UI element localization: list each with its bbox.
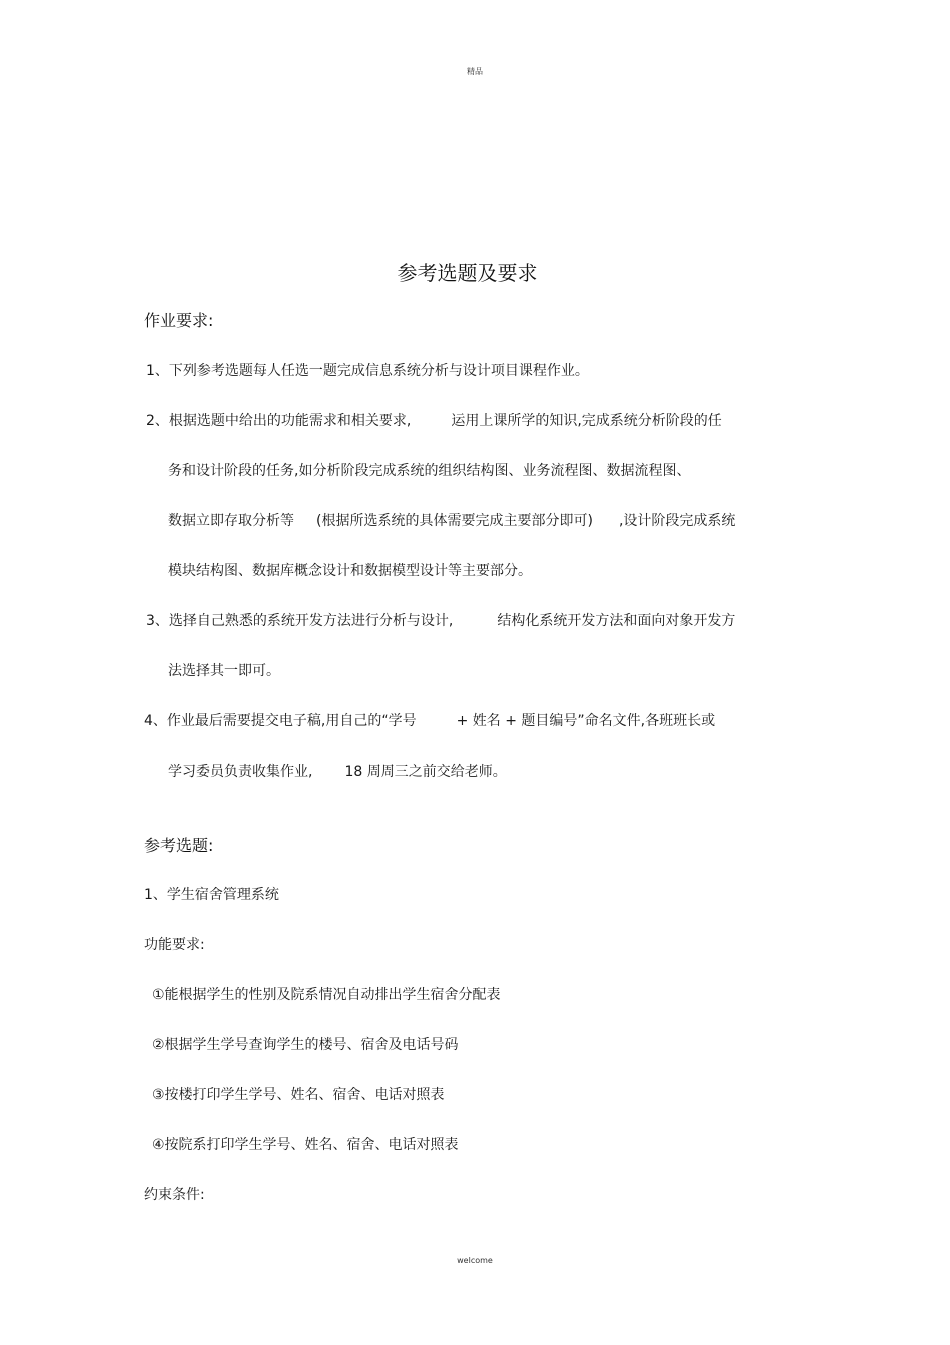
function-requirements-label: 功能要求: <box>144 937 205 953</box>
constraints-label: 约束条件: <box>144 1187 205 1203</box>
function-item-2: ②根据学生学号查询学生的楼号、宿舍及电话号码 <box>152 1037 459 1053</box>
requirement-item-4-line-1 <box>144 710 715 730</box>
requirement-item-4-line-2 <box>168 761 507 781</box>
requirement-item-2-line-1-part-a: 2、根据选题中给出的功能需求和相关要求, <box>146 413 412 429</box>
function-item-4: ④按院系打印学生学号、姓名、宿舍、电话对照表 <box>152 1137 459 1153</box>
requirement-item-2-line-1 <box>146 410 722 430</box>
requirement-item-2-line-3-part-c: ,设计阶段完成系统 <box>618 513 736 529</box>
topics-heading: 参考选题: <box>144 836 214 855</box>
function-item-1: ①能根据学生的性别及院系情况自动排出学生宿舍分配表 <box>152 987 501 1003</box>
requirement-item-4-line-2-part-a: 学习委员负责收集作业, <box>168 764 313 780</box>
requirement-item-2-line-3-part-b: (根据所选系统的具体需要完成主要部分即可) <box>316 513 593 529</box>
requirement-item-1: 1、下列参考选题每人任选一题完成信息系统分析与设计项目课程作业。 <box>146 363 589 379</box>
requirement-item-4-line-2-part-b: 18 周周三之前交给老师。 <box>344 764 507 780</box>
topic-1-title: 1、学生宿舍管理系统 <box>144 887 279 903</box>
requirement-item-2-line-4: 模块结构图、数据库概念设计和数据模型设计等主要部分。 <box>168 563 532 579</box>
requirement-item-3-line-2: 法选择其一即可。 <box>168 663 280 679</box>
page-footer-mark: welcome <box>457 1256 493 1265</box>
page-header-mark: 精品 <box>467 67 483 76</box>
function-item-3: ③按楼打印学生学号、姓名、宿舍、电话对照表 <box>152 1087 445 1103</box>
requirement-item-3-line-1-part-b: 结构化系统开发方法和面向对象开发方 <box>497 613 736 629</box>
requirement-item-2-line-2: 务和设计阶段的任务,如分析阶段完成系统的组织结构图、业务流程图、数据流程图、 <box>168 463 691 479</box>
requirements-heading: 作业要求: <box>144 311 214 330</box>
document-title: 参考选题及要求 <box>397 261 538 285</box>
requirement-item-2-line-3 <box>168 510 735 530</box>
requirement-item-4-line-1-part-b: + 姓名 + 题目编号”命名文件,各班班长或 <box>456 713 716 729</box>
requirement-item-2-line-1-part-b: 运用上课所学的知识,完成系统分析阶段的任 <box>451 413 722 429</box>
requirement-item-3-line-1-part-a: 3、选择自己熟悉的系统开发方法进行分析与设计, <box>146 613 454 629</box>
requirement-item-3-line-1 <box>146 610 735 630</box>
requirement-item-4-line-1-part-a: 4、作业最后需要提交电子稿,用自己的“学号 <box>144 713 417 729</box>
requirement-item-2-line-3-part-a: 数据立即存取分析等 <box>168 513 294 529</box>
